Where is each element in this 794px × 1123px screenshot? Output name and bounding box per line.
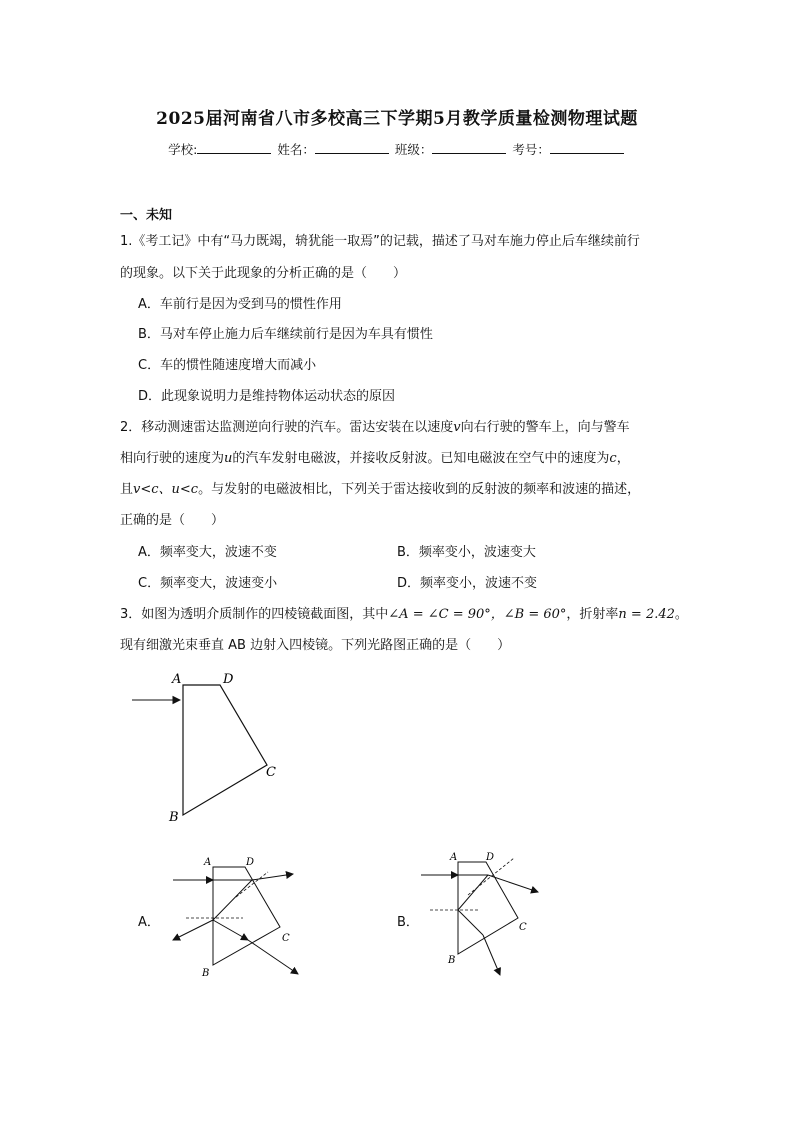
choice-a-label-b: B — [202, 968, 210, 979]
q2-line1-text-b: 向右行驶的警车上，向与警车 — [460, 420, 630, 435]
choice-b-label-d: D — [486, 852, 495, 863]
q3-choice-a-label: A． — [138, 915, 160, 930]
choice-a-label-d: D — [246, 857, 255, 868]
q2-line2-text-a: 相向行驶的速度为 — [120, 451, 225, 466]
q1-option-c: C．车的惯性随速度增大而减小 — [138, 358, 317, 373]
q2-line1 — [120, 416, 630, 435]
name-label: 姓名： — [277, 142, 315, 157]
choice-a-label-c: C — [282, 933, 290, 944]
q2-option-d: D．频率变小，波速不变 — [397, 576, 538, 591]
q3-refractive-index: n = 2.42 — [618, 607, 675, 622]
q2-option-a: A．频率变大，波速不变 — [138, 545, 277, 560]
q1-option-b: B．马对车停止施力后车继续前行是因为车具有惯性 — [138, 327, 433, 342]
q2-line4: 正确的是（ ） — [120, 513, 225, 528]
school-label: 学校: — [168, 142, 198, 157]
choice-a-figure — [168, 852, 308, 982]
q1-option-d: D．此现象说明力是维持物体运动状态的原因 — [138, 389, 396, 404]
exam-no-blank — [550, 141, 624, 154]
q2-option-c: C．频率变大，波速变小 — [138, 576, 278, 591]
q3-line1 — [120, 603, 688, 622]
q2-var-u: u — [224, 451, 233, 466]
exam-no-label: 考号： — [512, 142, 550, 157]
q1-option-a: A．车前行是因为受到马的惯性作用 — [138, 297, 342, 312]
choice-b-label-c: C — [519, 922, 527, 933]
name-blank — [315, 141, 389, 154]
q2-var-c: c — [609, 451, 617, 466]
q2-line1-text-a: 2．移动测速雷达监测逆向行驶的汽车。雷达安装在以速度 — [120, 420, 454, 435]
q3-line1-text-c: 。 — [674, 607, 688, 622]
q2-line3-text-b: 。与发射的电磁波相比，下列关于雷达接收到的反射波的频率和波速的描述， — [198, 482, 641, 497]
choice-a-label-a: A — [204, 857, 212, 868]
vertex-label-d: D — [223, 672, 234, 687]
page-title: 2025届河南省八市多校高三下学期5月教学质量检测物理试题 — [156, 109, 638, 129]
school-blank — [197, 141, 271, 154]
student-info-row — [0, 140, 794, 158]
vertex-label-a: A — [172, 672, 182, 687]
class-label: 班级： — [394, 142, 433, 157]
q1-line2: 的现象。以下关于此现象的分析正确的是（ ） — [120, 266, 407, 281]
q2-line2-text-c: ， — [616, 451, 630, 466]
q2-line2 — [120, 447, 630, 466]
q2-line3-text-a: 且 — [120, 482, 134, 497]
choice-b-figure — [418, 850, 548, 980]
q2-line2-text-b: 的汽车发射电磁波，并接收反射波。已知电磁波在空气中的速度为 — [232, 451, 610, 466]
q2-var-v: v — [453, 420, 461, 435]
prism-outline — [183, 685, 267, 815]
q2-condition: v<c、u<c — [133, 482, 199, 497]
vertex-label-b: B — [169, 810, 179, 825]
q3-line1-text-b: ，折射率 — [566, 607, 619, 622]
vertex-label-c: C — [266, 765, 276, 780]
choice-b-label-b: B — [448, 955, 456, 966]
q3-angles: ∠A = ∠C = 90°，∠B = 60° — [388, 607, 567, 622]
q1-line1: 1.《考工记》中有“马力既竭，辀犹能一取焉”的记载，描述了马对车施力停止后车继续前行 — [120, 234, 640, 249]
q2-option-b: B．频率变小，波速变大 — [397, 545, 536, 560]
q3-choice-b-label: B． — [397, 915, 419, 930]
choice-b-label-a: A — [450, 852, 458, 863]
class-blank — [432, 141, 506, 154]
prism-figure — [130, 665, 290, 835]
q3-line2: 现有细激光束垂直 AB 边射入四棱镜。下列光路图正确的是（ ） — [120, 638, 511, 653]
q2-line3 — [120, 478, 640, 497]
q3-line1-text-a: 3．如图为透明介质制作的四棱镜截面图，其中 — [120, 607, 389, 622]
section-title: 一、未知 — [120, 208, 173, 223]
